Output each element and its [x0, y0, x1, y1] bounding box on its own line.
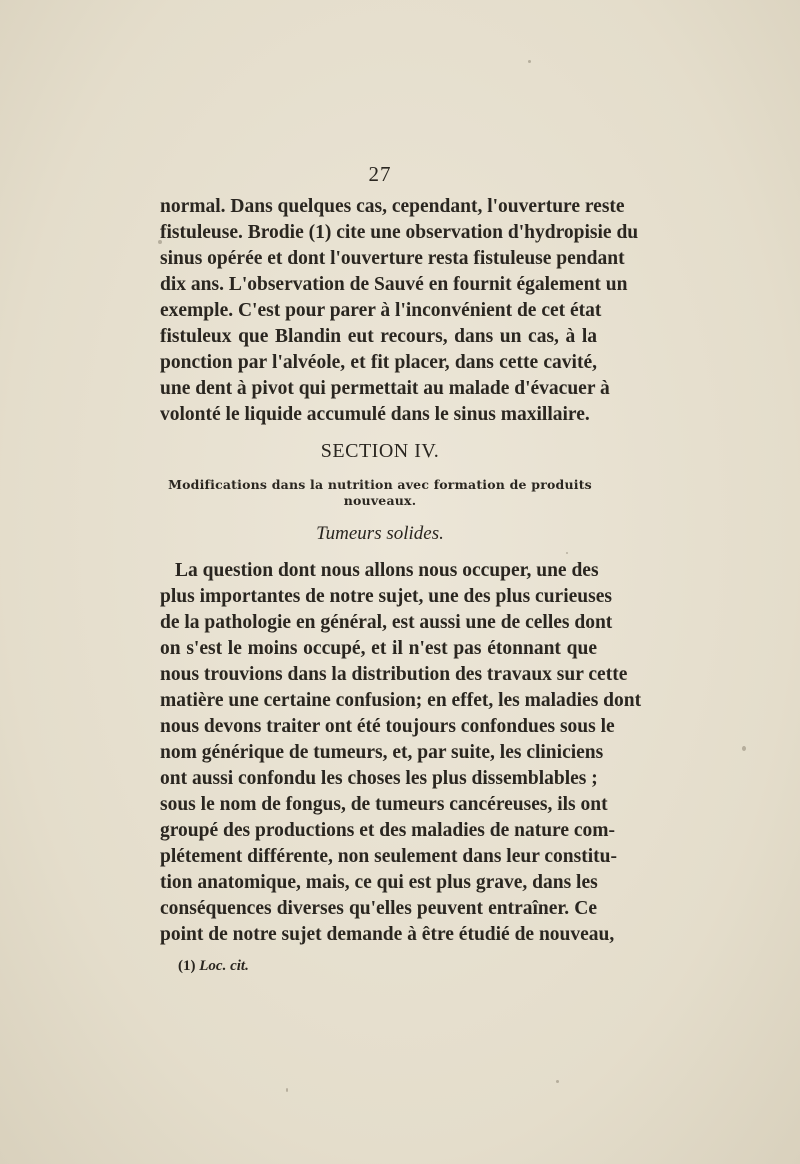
paper-speck	[742, 746, 746, 751]
text-line: une dent à pivot qui permettait au malade d'évacuer à	[160, 378, 610, 399]
text-line: nous devons traiter ont été toujours confondues sous le	[160, 716, 615, 737]
paper-speck	[158, 240, 162, 244]
paper-speck	[556, 1080, 559, 1083]
italic-heading: Tumeurs solides.	[316, 523, 444, 544]
text-line: nous trouvions dans la distribution des travaux sur cette	[160, 664, 628, 685]
footnote	[178, 958, 249, 975]
footnote-text: Loc. cit.	[199, 958, 249, 974]
footnote-marker: (1)	[178, 958, 196, 974]
paper-speck	[528, 60, 531, 63]
text-line: nom générique de tumeurs, et, par suite, les cliniciens	[160, 742, 604, 763]
text-line: plus importantes de notre sujet, une des plus curieuses	[160, 586, 612, 607]
page-number: 27	[368, 162, 392, 186]
text-line: normal. Dans quelques cas, cependant, l'ouverture reste	[160, 196, 625, 217]
text-line: plétement différente, non seulement dans leur constitu-	[160, 846, 617, 867]
text-line: dix ans. L'observation de Sauvé en fournit également un	[160, 274, 628, 295]
text-line: ont aussi confondu les choses les plus dissemblables ;	[160, 768, 598, 789]
text-line: conséquences diverses qu'elles peuvent entraîner. Ce	[160, 898, 597, 919]
text-line: groupé des productions et des maladies de nature com-	[160, 820, 616, 841]
text-line: on s'est le moins occupé, et il n'est pas étonnant que	[160, 638, 597, 659]
text-line: ponction par l'alvéole, et fit placer, dans cette cavité,	[160, 352, 597, 373]
text-line: volonté le liquide accumulé dans le sinus maxillaire.	[160, 404, 590, 425]
paper-speck	[566, 552, 568, 554]
paper-speck	[286, 1088, 288, 1092]
subtitle-line: nouveaux.	[343, 493, 417, 508]
text-line: de la pathologie en général, est aussi une de celles dont	[160, 612, 613, 633]
section-title: SECTION IV.	[320, 440, 440, 462]
text-line: fistuleux que Blandin eut recours, dans un cas, à la	[160, 326, 597, 347]
text-line: sous le nom de fongus, de tumeurs cancéreuses, ils ont	[160, 794, 608, 815]
text-line: fistuleuse. Brodie (1) cite une observation d'hydropisie du	[160, 222, 639, 243]
text-line: sinus opérée et dont l'ouverture resta fistuleuse pendant	[160, 248, 625, 269]
text-line: point de notre sujet demande à être étudié de nouveau,	[160, 924, 615, 945]
text-line: La question dont nous allons nous occuper, une des	[175, 560, 599, 581]
text-line: tion anatomique, mais, ce qui est plus grave, dans les	[160, 872, 598, 893]
subtitle-line: Modifications dans la nutrition avec formation de produits	[168, 477, 592, 492]
text-line: matière une certaine confusion; en effet, les maladies dont	[160, 690, 642, 711]
text-line: exemple. C'est pour parer à l'inconvénient de cet état	[160, 300, 602, 321]
